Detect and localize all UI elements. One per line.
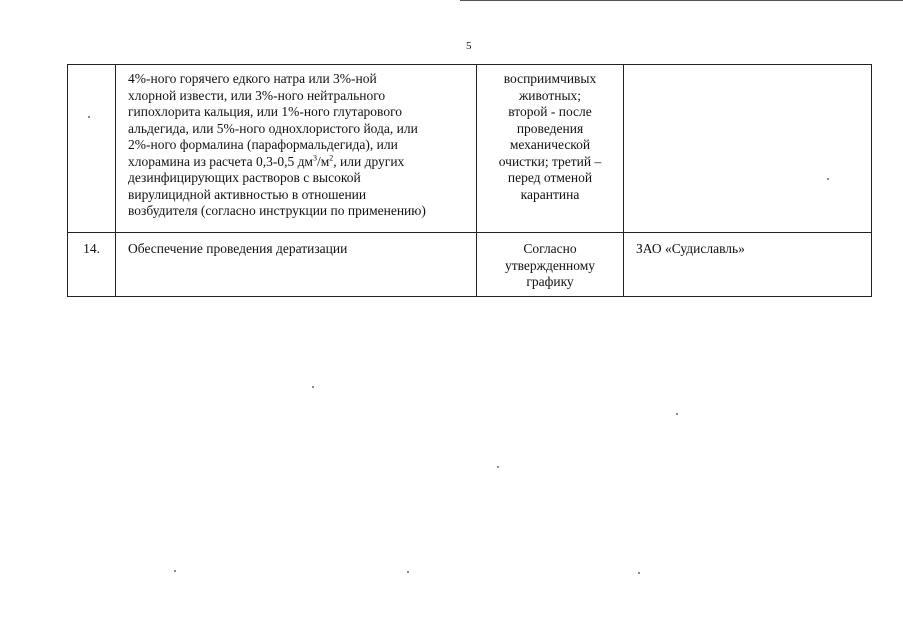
top-edge-rule — [460, 0, 903, 1]
timing-line: карантина — [520, 186, 580, 202]
measure-text: Обеспечение проведения дератизации — [128, 241, 348, 256]
measure-line: альдегида, или 5%-ного однохлористого йода, или — [128, 120, 418, 136]
responsible-text — [624, 65, 871, 73]
timing-line: проведения — [516, 120, 584, 136]
measure-line: дезинфицирующих растворов с высокой — [128, 170, 361, 185]
measure-line: возбудителя (согласно инструкции по применению) — [128, 203, 426, 218]
row-number — [68, 65, 115, 73]
measure-line: хлорной извести, или 3%-ного нейтрального — [128, 87, 386, 103]
measure-line: гипохлорита кальция, или 1%-ного глутарового — [128, 104, 403, 119]
responsible-text: ЗАО «Судиславль» — [636, 241, 745, 256]
timing-line: перед отменой — [507, 170, 593, 185]
page-number: 5 — [466, 40, 472, 52]
measure-line: 2%-ного формалина (параформальдегида), или — [128, 137, 398, 152]
timing-line: восприимчивых — [503, 71, 597, 86]
responsible-cell — [624, 65, 872, 233]
row-number: 14. — [83, 241, 100, 256]
scan-speck — [174, 570, 176, 572]
table-row-continuation — [68, 65, 872, 233]
scan-speck — [638, 572, 640, 574]
scan-speck — [407, 571, 409, 573]
superscript-cubic: 3 — [312, 153, 317, 162]
scan-speck — [312, 386, 314, 388]
table-row-14 — [68, 233, 872, 297]
measures-table — [67, 64, 872, 297]
row-number-cell — [68, 65, 116, 233]
superscript-square: 2 — [329, 153, 334, 162]
timing-cell — [477, 65, 624, 233]
measure-text — [116, 65, 476, 220]
row-number-cell — [68, 233, 116, 297]
timing-text — [477, 233, 623, 291]
scan-speck — [497, 466, 499, 468]
timing-line: животных; — [518, 87, 582, 103]
timing-line: Согласно — [523, 241, 577, 256]
chloramine-tail: , или других — [333, 153, 405, 169]
timing-line: второй - после — [508, 104, 592, 119]
timing-line: графику — [526, 274, 574, 289]
timing-line: утвержденному — [504, 257, 596, 273]
chloramine-unit: /м — [316, 153, 330, 169]
timing-line: очистки; третий – — [498, 153, 602, 169]
scan-speck — [676, 413, 678, 415]
measure-line: вирулицидной активностью в отношении — [128, 186, 367, 202]
measure-line: 4%-ного горячего едкого натра или 3%-ной — [128, 71, 377, 86]
scan-speck — [88, 116, 90, 118]
chloramine-text: хлорамина из расчета 0,3-0,5 дм — [128, 153, 313, 169]
timing-cell — [477, 233, 624, 297]
scan-speck — [827, 178, 829, 180]
measure-cell — [116, 65, 477, 233]
measure-line-chloramine — [128, 154, 468, 171]
measure-cell — [116, 233, 477, 297]
timing-text — [477, 65, 623, 203]
timing-line: механической — [509, 137, 591, 152]
responsible-cell — [624, 233, 872, 297]
